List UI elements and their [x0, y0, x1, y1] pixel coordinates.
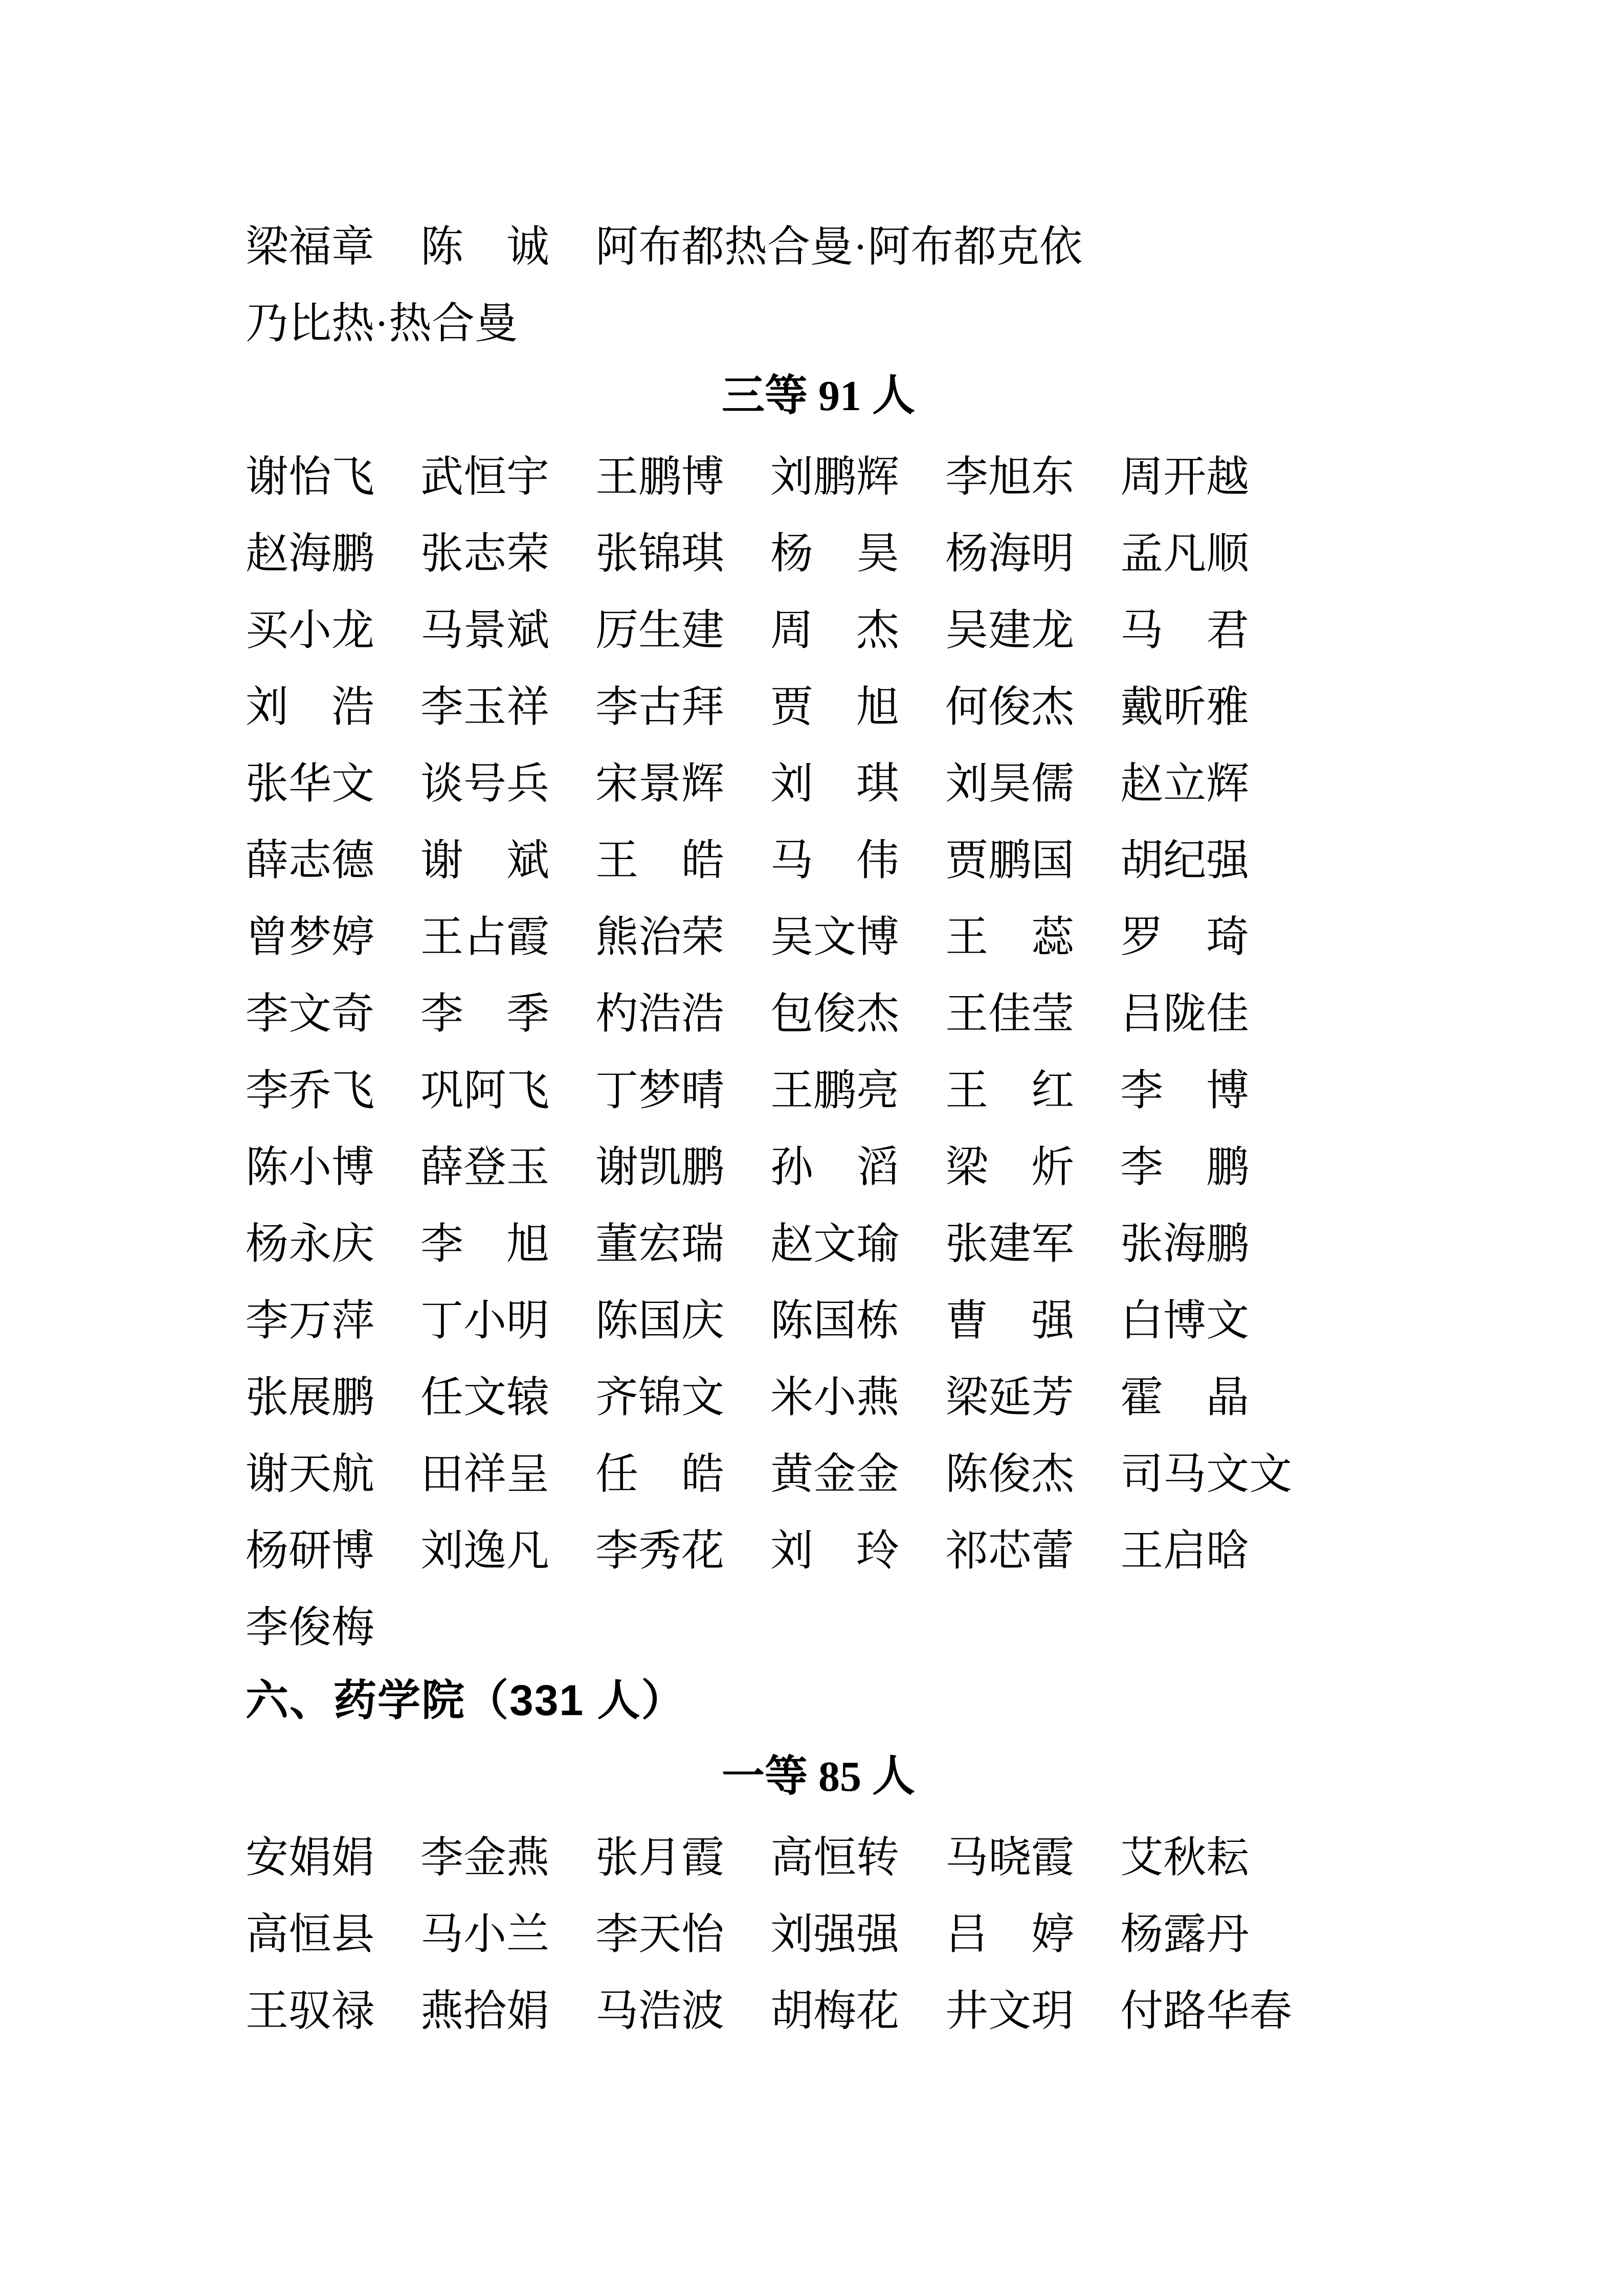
person-name: 马晓霞: [945, 1834, 1075, 1882]
person-name: 丁小明: [420, 1297, 550, 1345]
person-name: 王鹏亮: [770, 1067, 900, 1115]
person-name: 齐锦文: [595, 1374, 725, 1422]
person-name: 杨露丹: [1120, 1910, 1250, 1959]
person-name: 阿布都热合曼·阿布都克依: [595, 223, 1083, 271]
person-name: 张志荣: [420, 530, 550, 578]
person-name: 马 伟: [770, 837, 900, 885]
person-name: 艾秋耘: [1120, 1834, 1250, 1882]
person-name: 厉生建: [595, 606, 725, 655]
person-name: 薛登玉: [420, 1143, 550, 1191]
first-grade-heading: 一等 85 人: [721, 1753, 915, 1800]
person-name: 丁梦晴: [595, 1067, 725, 1115]
pharmacy-section-heading: 六、药学院（331 人）: [246, 1676, 685, 1724]
person-name: 杓浩浩: [595, 990, 725, 1038]
person-name: 孟凡顺: [1120, 530, 1250, 578]
person-name: 马浩波: [595, 1987, 725, 2035]
person-name: 宋景辉: [595, 760, 725, 808]
name-row: [246, 281, 1391, 358]
person-name: 李金燕: [420, 1834, 550, 1882]
person-name: 刘鹏辉: [770, 453, 900, 501]
person-name: 李 鹏: [1120, 1143, 1250, 1191]
person-name: 贾鹏国: [945, 837, 1075, 885]
person-name: 田祥呈: [420, 1450, 550, 1498]
person-name: 张海鹏: [1120, 1220, 1250, 1268]
person-name: 陈国栋: [770, 1297, 900, 1345]
person-name: 李 博: [1120, 1067, 1250, 1115]
person-name: 曹 强: [945, 1297, 1075, 1345]
name-row: [246, 435, 1391, 511]
person-name: 刘强强: [770, 1910, 900, 1959]
person-name: 刘逸凡: [420, 1527, 550, 1575]
person-name: 任文辕: [420, 1374, 550, 1422]
person-name: 罗 琦: [1120, 913, 1250, 961]
person-name: 高恒转: [770, 1834, 900, 1882]
person-name: 李天怡: [595, 1910, 725, 1959]
person-name: 赵立辉: [1120, 760, 1250, 808]
person-name: 陈 诚: [420, 223, 550, 271]
person-name: 周 杰: [770, 606, 900, 655]
person-name: 董宏瑞: [595, 1220, 725, 1268]
person-name: 马 君: [1120, 606, 1250, 655]
person-name: 高恒县: [246, 1910, 375, 1959]
person-name: 李万萍: [246, 1297, 375, 1345]
person-name: 张华文: [246, 760, 375, 808]
name-row: [246, 895, 1391, 972]
person-name: 包俊杰: [770, 990, 900, 1038]
name-row: [246, 588, 1391, 665]
person-name: 刘 浩: [246, 683, 375, 731]
person-name: 刘 琪: [770, 760, 900, 808]
person-name: 王 皓: [595, 837, 725, 885]
person-name: 白博文: [1120, 1297, 1250, 1345]
name-row: [246, 1048, 1391, 1125]
person-name: 陈俊杰: [945, 1450, 1075, 1498]
person-name: 谈号兵: [420, 760, 550, 808]
name-row: [246, 1892, 1391, 1969]
person-name: 陈小博: [246, 1143, 375, 1191]
person-name: 杨海明: [945, 530, 1075, 578]
person-name: 王占霞: [420, 913, 550, 961]
person-name: 安娟娟: [246, 1834, 375, 1882]
person-name: 李古拜: [595, 683, 725, 731]
person-name: 王 蕊: [945, 913, 1075, 961]
person-name: 李 旭: [420, 1220, 550, 1268]
name-row: [246, 511, 1391, 588]
person-name: 王 红: [945, 1067, 1075, 1115]
person-name: 祁芯蕾: [945, 1527, 1075, 1575]
person-name: 王启晗: [1120, 1527, 1250, 1575]
person-name: 刘昊儒: [945, 760, 1075, 808]
person-name: 马小兰: [420, 1910, 550, 1959]
name-row: [246, 741, 1391, 818]
person-name: 刘 玲: [770, 1527, 900, 1575]
previous-grade-tail-rows: [246, 205, 1391, 358]
person-name: 张月霞: [595, 1834, 725, 1882]
name-row: [246, 1815, 1391, 1892]
person-name: 吕 婷: [945, 1910, 1075, 1959]
person-name: 杨 昊: [770, 530, 900, 578]
person-name: 胡梅花: [770, 1987, 900, 2035]
person-name: 谢怡飞: [246, 453, 375, 501]
person-name: 孙 滔: [770, 1143, 900, 1191]
person-name: 李文奇: [246, 990, 375, 1038]
person-name: 李俊梅: [246, 1604, 375, 1652]
name-row: [246, 1432, 1391, 1509]
person-name: 吕陇佳: [1120, 990, 1250, 1038]
name-row: [246, 1509, 1391, 1585]
person-name: 曾梦婷: [246, 913, 375, 961]
person-name: 巩阿飞: [420, 1067, 550, 1115]
person-name: 付路华春: [1120, 1987, 1293, 2035]
person-name: 张展鹏: [246, 1374, 375, 1422]
person-name: 梁 炘: [945, 1143, 1075, 1191]
person-name: 薛志德: [246, 837, 375, 885]
person-name: 何俊杰: [945, 683, 1075, 731]
name-row: [246, 665, 1391, 741]
person-name: 张建军: [945, 1220, 1075, 1268]
person-name: 赵文瑜: [770, 1220, 900, 1268]
person-name: 王鹏博: [595, 453, 725, 501]
person-name: 李 季: [420, 990, 550, 1038]
person-name: 黄金金: [770, 1450, 900, 1498]
name-row: [246, 1969, 1391, 2045]
person-name: 周开越: [1120, 453, 1250, 501]
name-row: [246, 1202, 1391, 1278]
person-name: 贾 旭: [770, 683, 900, 731]
person-name: 井文玥: [945, 1987, 1075, 2035]
person-name: 陈国庆: [595, 1297, 725, 1345]
person-name: 燕拾娟: [420, 1987, 550, 2035]
name-row: [246, 1355, 1391, 1432]
person-name: 胡纪强: [1120, 837, 1250, 885]
person-name: 张锦琪: [595, 530, 725, 578]
name-row: [246, 972, 1391, 1048]
person-name: 司马文文: [1120, 1450, 1293, 1498]
person-name: 熊治荣: [595, 913, 725, 961]
person-name: 马景斌: [420, 606, 550, 655]
person-name: 李玉祥: [420, 683, 550, 731]
person-name: 李旭东: [945, 453, 1075, 501]
name-row: [246, 1278, 1391, 1355]
name-row: [246, 818, 1391, 895]
person-name: 霍 晶: [1120, 1374, 1250, 1422]
person-name: 吴文博: [770, 913, 900, 961]
person-name: 买小龙: [246, 606, 375, 655]
person-name: 梁延芳: [945, 1374, 1075, 1422]
third-grade-heading: 三等 91 人: [721, 372, 915, 420]
person-name: 任 皓: [595, 1450, 725, 1498]
person-name: 李乔飞: [246, 1067, 375, 1115]
person-name: 李秀花: [595, 1527, 725, 1575]
person-name: 戴昕雅: [1120, 683, 1250, 731]
person-name: 王佳莹: [945, 990, 1075, 1038]
person-name: 吴建龙: [945, 606, 1075, 655]
page-content: [246, 205, 1391, 2045]
person-name: 乃比热·热合曼: [246, 300, 518, 348]
third-grade-name-rows: [246, 435, 1391, 1662]
person-name: 谢凯鹏: [595, 1143, 725, 1191]
person-name: 米小燕: [770, 1374, 900, 1422]
person-name: 谢 斌: [420, 837, 550, 885]
name-row: [246, 1125, 1391, 1202]
person-name: 王驭禄: [246, 1987, 375, 2035]
person-name: 谢天航: [246, 1450, 375, 1498]
first-grade-name-rows: [246, 1815, 1391, 2045]
person-name: 杨研博: [246, 1527, 375, 1575]
person-name: 杨永庆: [246, 1220, 375, 1268]
person-name: 赵海鹏: [246, 530, 375, 578]
person-name: 武恒宇: [420, 453, 550, 501]
person-name: 梁福章: [246, 223, 375, 271]
name-row: [246, 1585, 1391, 1662]
name-row: [246, 205, 1391, 281]
